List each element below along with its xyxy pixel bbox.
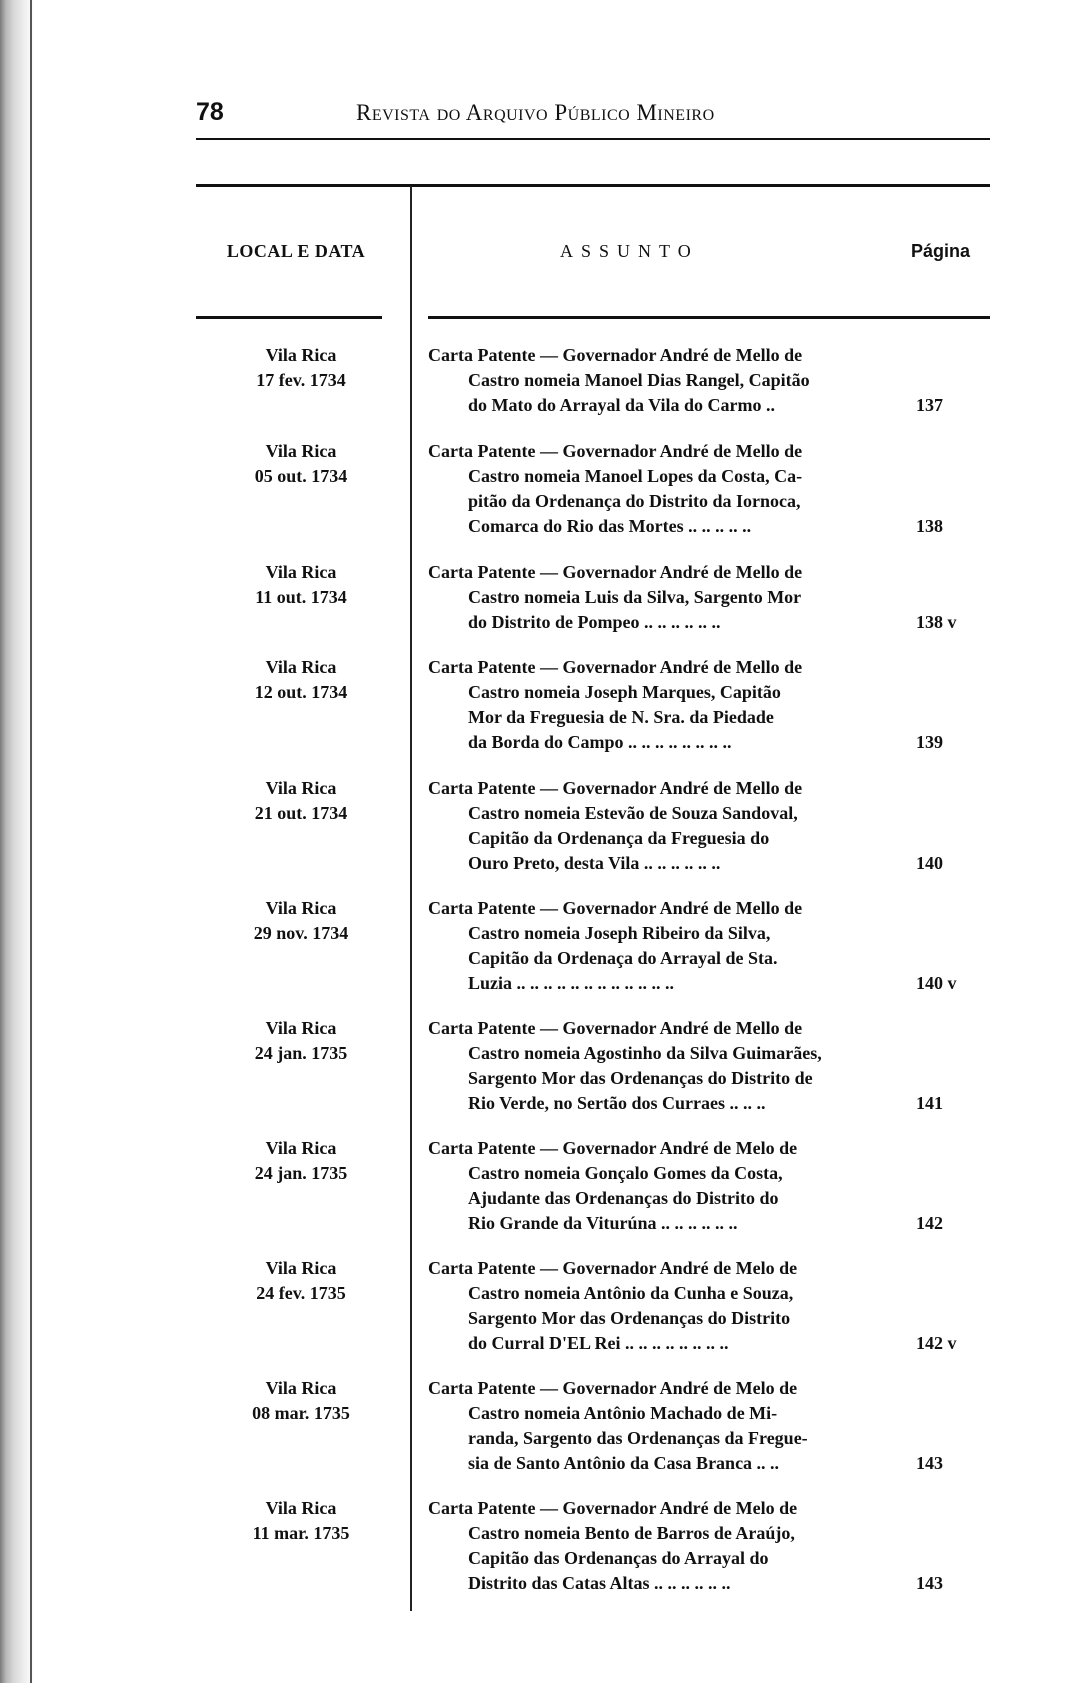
entry-place: Vila Rica: [265, 1498, 337, 1518]
entry-location-date: [196, 1136, 406, 1186]
entry-location-date: [196, 439, 406, 489]
entry-place: Vila Rica: [265, 562, 337, 582]
entry-place: Vila Rica: [265, 1018, 337, 1038]
entry-subject-line: Rio Grande da Viturúna .. .. .. .. .. ..: [468, 1213, 738, 1233]
entry-location-date: [196, 1016, 406, 1066]
column-header-pagina: Página: [911, 241, 971, 261]
entry-subject-line: Carta Patente — Governador André de Mello de: [428, 657, 803, 677]
entry-subject-line: Capitão das Ordenanças do Arrayal do: [468, 1548, 769, 1568]
entry-subject-line: Carta Patente — Governador André de Melo de: [428, 1498, 798, 1518]
entry-place: Vila Rica: [265, 657, 337, 677]
entry-subject-line: Castro nomeia Joseph Marques, Capitão: [468, 682, 781, 702]
entry-subject-line: Castro nomeia Manoel Lopes da Costa, Ca-: [468, 466, 803, 486]
entry-subject: [428, 655, 882, 755]
binding-line: [30, 0, 32, 1683]
entry-page-ref: 138 v: [916, 612, 957, 632]
entry-subject-line: Carta Patente — Governador André de Melo de: [428, 1138, 798, 1158]
entry-place: Vila Rica: [265, 345, 337, 365]
entry-subject-line: Ajudante das Ordenanças do Distrito do: [468, 1188, 779, 1208]
entry-location-date: [196, 896, 406, 946]
entry-subject: [428, 560, 882, 635]
entry-subject-line: Distrito das Catas Altas .. .. .. .. .. ..: [468, 1573, 731, 1593]
entry-subject: [428, 776, 882, 876]
entry-subject: [428, 1496, 882, 1596]
entry-subject-line: Capitão da Ordenaça do Arrayal de Sta.: [468, 948, 778, 968]
column-divider: [410, 186, 412, 1611]
document-page: [196, 0, 990, 1683]
entry-subject-line: Castro nomeia Luis da Silva, Sargento Mor: [468, 587, 802, 607]
running-head: [196, 98, 990, 130]
entry-date: 29 nov. 1734: [253, 923, 349, 943]
entry-subject-line: da Borda do Campo .. .. .. .. .. .. .. ..: [468, 732, 732, 752]
entry-page-ref: 140: [916, 853, 943, 873]
entry-subject: [428, 343, 882, 418]
entry-subject-line: do Distrito de Pompeo .. .. .. .. .. ..: [468, 612, 721, 632]
entry-page-ref: 142: [916, 1213, 943, 1233]
entry-date: 24 jan. 1735: [254, 1163, 348, 1183]
binding-edge: [0, 0, 34, 1683]
entry-subject-line: Carta Patente — Governador André de Mello de: [428, 778, 803, 798]
entry-subject-line: do Mato do Arrayal da Vila do Carmo ..: [468, 395, 776, 415]
entry-place: Vila Rica: [265, 441, 337, 461]
entry-date: 11 mar. 1735: [252, 1523, 350, 1543]
entry-date: 21 out. 1734: [254, 803, 348, 823]
entry-subject-line: Luzia .. .. .. .. .. .. .. .. .. .. .. ..: [468, 973, 675, 993]
entry-subject: [428, 896, 882, 996]
entry-location-date: [196, 1496, 406, 1546]
entry-location-date: [196, 560, 406, 610]
entry-subject-line: Carta Patente — Governador André de Melo de: [428, 1258, 798, 1278]
entry-subject-line: pitão da Ordenança do Distrito da Iornoca,: [468, 491, 801, 511]
journal-title: Revista do Arquivo Público Mineiro: [356, 100, 715, 125]
entry-page-ref: 143: [916, 1573, 943, 1593]
entry-location-date: [196, 343, 406, 393]
entry-date: 24 fev. 1735: [256, 1283, 346, 1303]
entry-subject-line: Carta Patente — Governador André de Melo de: [428, 1378, 798, 1398]
entry-subject-line: randa, Sargento das Ordenanças da Fregue-: [468, 1428, 808, 1448]
entry-subject-line: Capitão da Ordenança da Freguesia do: [468, 828, 770, 848]
entry-page-ref: 137: [916, 395, 943, 415]
entry-subject-line: Carta Patente — Governador André de Mello de: [428, 441, 803, 461]
entry-subject-line: Comarca do Rio das Mortes .. .. .. .. ..: [468, 516, 752, 536]
entry-subject-line: Sargento Mor das Ordenanças do Distrito de: [468, 1068, 813, 1088]
entry-subject: [428, 1016, 882, 1116]
entry-subject-line: Castro nomeia Joseph Ribeiro da Silva,: [468, 923, 771, 943]
entry-page-ref: 140 v: [916, 973, 957, 993]
entry-page-ref: 142 v: [916, 1333, 957, 1353]
entry-subject-line: Sargento Mor das Ordenanças do Distrito: [468, 1308, 791, 1328]
entry-date: 05 out. 1734: [254, 466, 348, 486]
entry-location-date: [196, 776, 406, 826]
entry-subject: [428, 439, 882, 539]
entry-page-ref: 138: [916, 516, 943, 536]
entry-subject-line: Carta Patente — Governador André de Mello de: [428, 898, 803, 918]
entry-subject-line: Castro nomeia Manoel Dias Rangel, Capitão: [468, 370, 810, 390]
entry-subject-line: Mor da Freguesia de N. Sra. da Piedade: [468, 707, 774, 727]
table-top-rule: [196, 184, 990, 187]
entry-subject: [428, 1136, 882, 1236]
entry-subject-line: Carta Patente — Governador André de Mello de: [428, 562, 803, 582]
entry-subject-line: sia de Santo Antônio da Casa Branca .. ..: [468, 1453, 780, 1473]
entry-page-ref: 141: [916, 1093, 943, 1113]
entry-date: 08 mar. 1735: [252, 1403, 350, 1423]
page-number: 78: [196, 98, 224, 126]
entry-subject-line: do Curral D'EL Rei .. .. .. .. .. .. .. ..: [468, 1333, 729, 1353]
entry-place: Vila Rica: [265, 1138, 337, 1158]
entry-subject-line: Carta Patente — Governador André de Mello de: [428, 1018, 803, 1038]
entry-subject: [428, 1256, 882, 1356]
entry-subject-line: Castro nomeia Bento de Barros de Araújo,: [468, 1523, 795, 1543]
entry-page-ref: 139: [916, 732, 943, 752]
header-underline-right: [428, 316, 990, 319]
entry-place: Vila Rica: [265, 778, 337, 798]
entry-place: Vila Rica: [265, 1258, 337, 1278]
column-header-local-data: LOCAL E DATA: [226, 241, 366, 261]
entry-location-date: [196, 655, 406, 705]
entry-place: Vila Rica: [265, 898, 337, 918]
entry-subject-line: Rio Verde, no Sertão dos Curraes .. .. ..: [468, 1093, 766, 1113]
header-rule: [196, 138, 990, 140]
entry-subject-line: Castro nomeia Antônio da Cunha e Souza,: [468, 1283, 794, 1303]
entry-date: 11 out. 1734: [255, 587, 347, 607]
column-header-assunto: ASSUNTO: [560, 241, 699, 261]
entry-subject-line: Castro nomeia Estevão de Souza Sandoval,: [468, 803, 798, 823]
entry-location-date: [196, 1256, 406, 1306]
entry-subject-line: Castro nomeia Gonçalo Gomes da Costa,: [468, 1163, 783, 1183]
entry-location-date: [196, 1376, 406, 1426]
entry-date: 24 jan. 1735: [254, 1043, 348, 1063]
entry-subject-line: Ouro Preto, desta Vila .. .. .. .. .. ..: [468, 853, 721, 873]
entry-subject: [428, 1376, 882, 1476]
entry-subject-line: Castro nomeia Antônio Machado de Mi-: [468, 1403, 778, 1423]
entry-date: 17 fev. 1734: [256, 370, 346, 390]
header-underline-left: [196, 316, 382, 319]
entry-date: 12 out. 1734: [254, 682, 348, 702]
entry-subject-line: Castro nomeia Agostinho da Silva Guimarães,: [468, 1043, 822, 1063]
entry-place: Vila Rica: [265, 1378, 337, 1398]
entry-subject-line: Carta Patente — Governador André de Mello de: [428, 345, 803, 365]
entry-page-ref: 143: [916, 1453, 943, 1473]
